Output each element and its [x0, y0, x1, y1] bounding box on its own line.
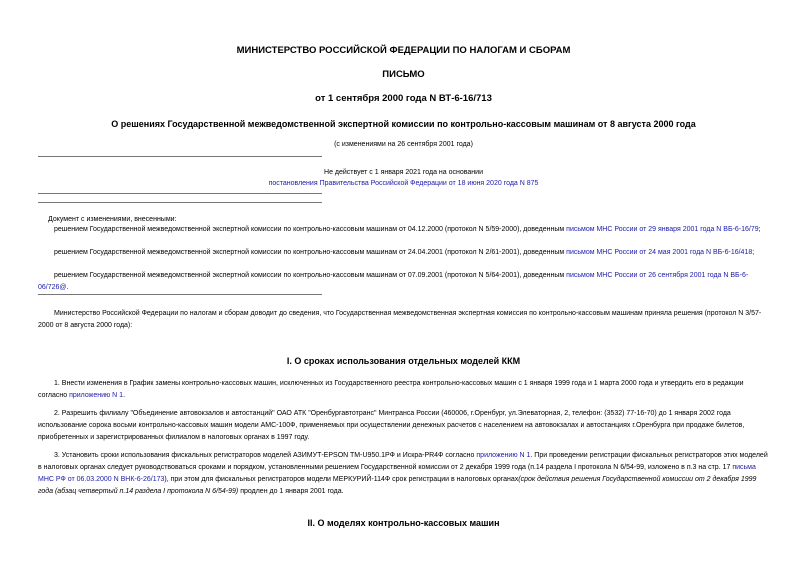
appendix-link[interactable]: приложению N 1 — [476, 452, 531, 459]
section-heading: II. О моделях контрольно-кассовых машин — [307, 518, 500, 528]
changes-intro: Документ с изменениями, внесенными: — [48, 216, 177, 223]
change-item: решением Государственной межведомственной экспертной комиссии по контрольно-кассовым машинам от 07.09.2001 (протокол N 5/64-2001), доведенным письмом МНС России от 26 сентября 2001 года N ВБ-6-06/726@. — [38, 272, 749, 291]
divider — [38, 193, 322, 194]
divider — [38, 294, 322, 295]
appendix-link[interactable]: приложению N 1 — [69, 392, 124, 399]
ministry-heading: МИНИСТЕРСТВО РОССИЙСКОЙ ФЕДЕРАЦИИ ПО НАЛОГАМ И СБОРАМ — [236, 45, 571, 56]
letter-link[interactable]: письма МНС РФ от 06.03.2000 N ВНК-6-26/173 — [38, 464, 756, 483]
change-link[interactable]: письмом МНС России от 29 января 2001 года N ВБ-6-16/79 — [566, 226, 759, 233]
change-link[interactable]: письмом МНС России от 24 мая 2001 года N ВБ-6-16/418 — [566, 249, 753, 256]
edition-note: (с изменениями на 26 сентября 2001 года) — [334, 141, 473, 148]
change-item: решением Государственной межведомственной экспертной комиссии по контрольно-кассовым машинам от 04.12.2000 (протокол N 5/59-2000), доведенным письмом МНС России от 29 января 2001 года N ВБ-6-16/79; — [54, 226, 761, 233]
change-link[interactable]: письмом МНС России от 26 сентября 2001 года N ВБ-6-06/726@ — [38, 272, 749, 291]
change-item: решением Государственной межведомственной экспертной комиссии по контрольно-кассовым машинам от 24.04.2001 (протокол N 2/61-2001), доведенным письмом МНС России от 24 мая 2001 года N ВБ-6-16/418; — [54, 249, 755, 256]
divider — [38, 156, 322, 157]
doc-type: ПИСЬМО — [382, 69, 425, 80]
paragraph-1: 1. Внести изменения в График замены контрольно-кассовых машин, исключенных из Государственного реестра контрольно-кассовых машин с 1 января 1999 года и 1 марта 2000 года и утвердить его в редакции согласно приложению N 1. — [38, 380, 744, 399]
paragraph-3: 3. Установить сроки использования фискальных регистраторов моделей АЗИМУТ-EPSON TM-U950.1РФ и Искра-PR4Ф согласно приложению N 1. При проведении регистрации фискальных регистраторов этих моделей в налоговых органах следует руководствоваться сроками и порядком, установленными решением Государственной комиссии от 2 декабря 1999 года (п.14 раздела I протокола N 6/54-99, изложено в п.3 на стр. 17 письма МНС РФ от 06.03.2000 N ВНК-6-26/173), при этом для фискальных регистраторов модели МЕРКУРИЙ-114Ф срок регистрации в налоговых органах(срок действия решения Государственной комиссии от 2 декабря 1999 года (абзац четвертый п.14 раздела I протокола N 6/54-99) продлен до 1 января 2001 года. — [38, 452, 768, 495]
status-line: Не действует с 1 января 2021 года на основании — [324, 169, 483, 176]
doc-date-number: от 1 сентября 2000 года N ВТ-6-16/713 — [315, 93, 492, 104]
preamble: Министерство Российской Федерации по налогам и сборам доводит до сведения, что Государственная межведомственная экспертная комиссия по контрольно-кассовым машинам приняла решения (протокол N 3/57-2000 от 8 августа 2000 года): — [38, 310, 762, 329]
status-link-text[interactable]: постановления Правительства Российской Федерации от 18 июня 2020 года N 875 — [268, 180, 539, 187]
status-link[interactable] — [0, 180, 807, 187]
paragraph-2: 2. Разрешить филиалу "Объединение автовокзалов и автостанций" ОАО АТК "Оренбургавтотранс" Минтранса России (460006, г.Оренбург, ул.Элеваторная, 2, телефон: (3532) 77-16-70) до 1 января 2002 года использование сорока восьми контрольно-кассовых машин модели АМС-100Ф, применяемых при осуществлении денежных расчетов с населением на автовокзалах и автостанциях г.Оренбурга при продаже билетов, приобретенных и зарегистрированных филиалом в налоговых органах в 1997 году. — [38, 410, 745, 441]
divider — [38, 202, 322, 203]
section-heading: I. О сроках использования отдельных моделей ККМ — [286, 356, 521, 366]
doc-title: О решениях Государственной межведомственной экспертной комиссии по контрольно-кассовым машинам от 8 августа 2000 года — [111, 119, 696, 129]
